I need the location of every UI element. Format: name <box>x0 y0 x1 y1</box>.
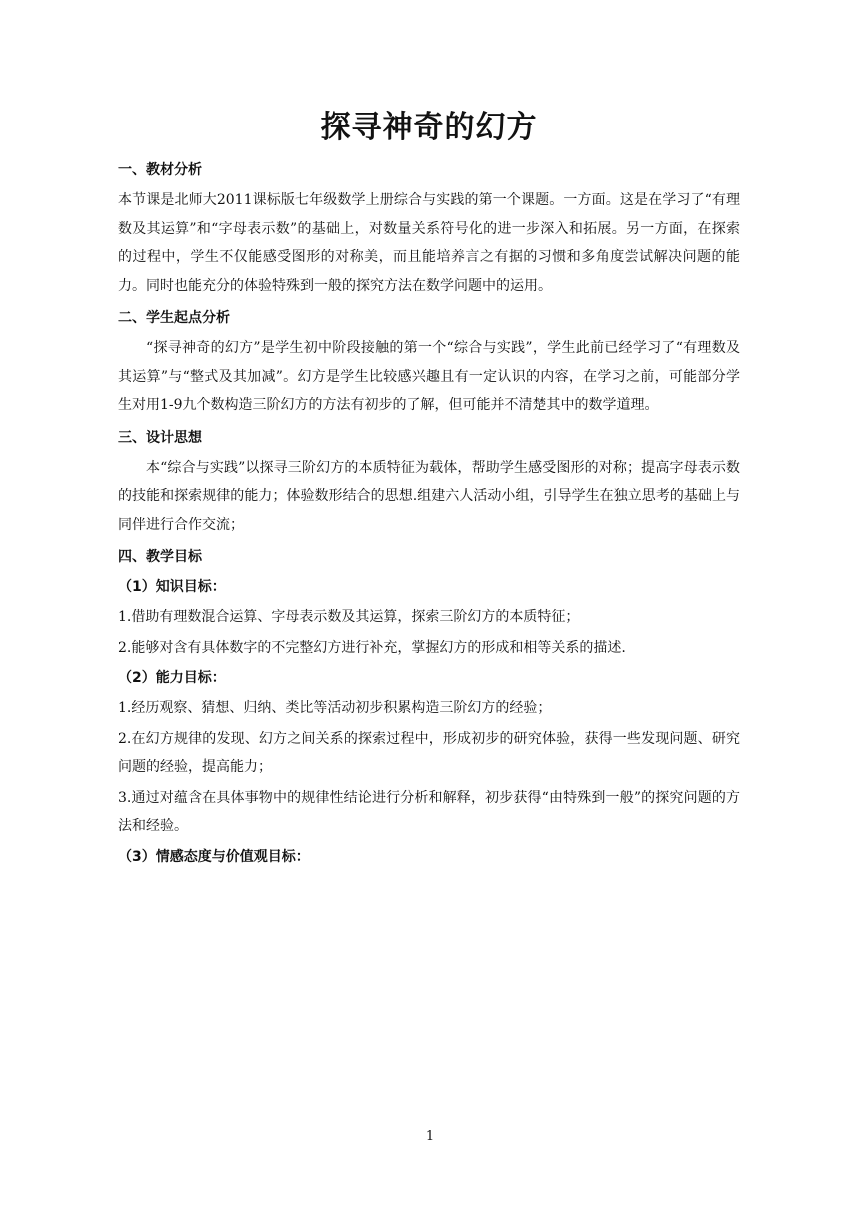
page-number: 1 <box>425 1129 435 1144</box>
goal-item: 3.通过对蕴含在具体事物中的规律性结论进行分析和解释，初步获得“由特殊到一般”的探究问题的方法和经验。 <box>118 789 740 834</box>
goal-item: 1.借助有理数混合运算、字母表示数及其运算，探索三阶幻方的本质特征； <box>118 609 580 625</box>
goal-label-knowledge: （1）知识目标： <box>118 579 226 595</box>
document-content <box>118 104 740 873</box>
goal-item: 1.经历观察、猜想、归纳、类比等活动初步积累构造三阶幻方的经验； <box>118 700 552 716</box>
goal-item: 2.在幻方规律的发现、幻方之间关系的探索过程中，形成初步的研究体验，获得一些发现问题、研究问题的经验，提高能力； <box>118 730 740 775</box>
section-paragraph-student-analysis: “探寻神奇的幻方”是学生初中阶段接触的第一个“综合与实践”，学生此前已经学习了“有理数及其运算”与“整式及其加减”。幻方是学生比较感兴趣且有一定认识的内容，在学习之前，可能部分学生对用1-9九个数构造三阶幻方的方法有初步的了解，但可能并不清楚其中的数学道理。 <box>118 340 740 413</box>
section-paragraph-textbook-analysis: 本节课是北师大2011课标版七年级数学上册综合与实践的第一个课题。一方面。这是在学习了“有理数及其运算”和“字母表示数”的基础上，对数量关系符号化的进一步深入和拓展。另一方面，在探索的过程中，学生不仅能感受图形的对称美，而且能培养言之有据的习惯和多角度尝试解决问题的能力。同时也能充分的体验特殊到一般的探究方法在数学问题中的运用。 <box>118 192 740 294</box>
goal-label-emotion: （3）情感态度与价值观目标： <box>118 848 310 865</box>
section-heading-student-analysis: 二、学生起点分析 <box>118 310 230 326</box>
document-title: 探寻神奇的幻方 <box>320 110 538 145</box>
section-heading-textbook-analysis: 一、教材分析 <box>118 162 202 178</box>
section-heading-design-idea: 三、设计思想 <box>118 429 202 446</box>
goal-item: 2.能够对含有具体数字的不完整幻方进行补充，掌握幻方的形成和相等关系的描述. <box>118 639 626 656</box>
goal-label-ability: （2）能力目标： <box>118 670 226 686</box>
section-paragraph-design-idea: 本“综合与实践”以探寻三阶幻方的本质特征为载体，帮助学生感受图形的对称；提高字母表示数的技能和探索规律的能力；体验数形结合的思想.组建六人活动小组，引导学生在独立思考的基础上与同伴进行合作交流； <box>118 459 740 533</box>
section-heading-teaching-goals: 四、教学目标 <box>118 549 202 565</box>
